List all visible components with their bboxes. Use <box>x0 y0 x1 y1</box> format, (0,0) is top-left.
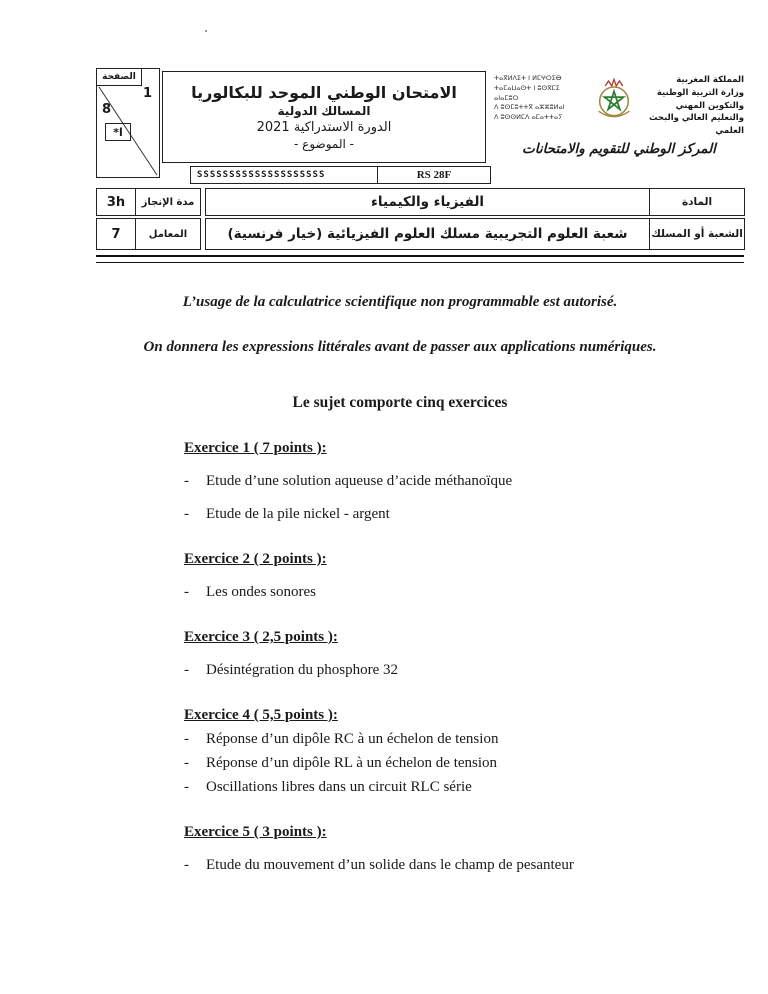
dash-bullet <box>184 730 206 748</box>
kingdom-name: المملكة المغربية <box>676 75 744 85</box>
exam-tracks: المسالك الدولية <box>277 104 371 118</box>
exercise-item-text: Désintégration du phosphore 32 <box>206 662 399 678</box>
summary-title: Le sujet comporte cinq exercices <box>292 394 508 411</box>
barcode-text: SSSSSSSSSSSSSSSSSSSS <box>190 166 378 184</box>
exam-title-box <box>162 71 486 163</box>
exercise-block <box>184 707 714 796</box>
exercise-list <box>86 440 714 874</box>
exam-session: الدورة الاستدراكية 2021 <box>256 120 392 135</box>
dash-bullet <box>184 856 206 874</box>
exam-meta-table <box>96 188 744 250</box>
tifinagh-line: ⵜⴰⴳⵍⴷⵉⵜ ⵏ ⵍⵎⵖⵔⵉⴱ <box>494 74 562 82</box>
ministry-line: والتعليم العالي والبحث العلمي <box>648 113 744 136</box>
scan-speck <box>205 30 207 32</box>
coefficient-label: المعامل <box>135 218 201 250</box>
exercise-block <box>184 440 714 523</box>
exercise-item <box>184 472 714 490</box>
document-body <box>86 278 714 889</box>
coat-of-arms-icon <box>592 76 636 120</box>
exercise-item <box>184 583 714 601</box>
exercise-title: Exercice 4 ( 5,5 points ): <box>184 707 338 723</box>
exercise-item-text: Oscillations libres dans un circuit RLC série <box>206 779 472 795</box>
dash-bullet <box>184 661 206 679</box>
ministry-tifinagh <box>494 74 580 123</box>
page-label: الصفحة <box>96 68 142 86</box>
duration-value: 3h <box>96 188 136 216</box>
exercise-item-text: Les ondes sonores <box>206 584 316 600</box>
page-number-box <box>96 68 160 178</box>
exam-reference: RS 28F <box>378 166 491 184</box>
exercise-item <box>184 661 714 679</box>
ministry-block <box>494 74 744 157</box>
exercise-block <box>184 629 714 679</box>
exercise-block <box>184 551 714 601</box>
ministry-arabic <box>648 74 744 138</box>
dash-bullet <box>184 778 206 796</box>
barcode-row <box>190 166 491 184</box>
subject-label: المادة <box>649 188 745 216</box>
coefficient-value: 7 <box>96 218 136 250</box>
evaluation-center-name: المركز الوطني للتقويم والامتحانات <box>522 140 716 157</box>
ministry-line: وزارة التربية الوطنية <box>656 87 744 98</box>
tifinagh-line: ⵜⴰⵎⴰⵡⴰⵙⵜ ⵏ ⵓⵙⴳⵎⵉ ⴰⵏⴰⵎⵓⵔ <box>494 83 560 102</box>
calculator-notice: L’usage de la calculatrice scientifique non programmable est autorisé. <box>182 294 618 310</box>
tifinagh-line: ⴷ ⵓⵙⵎⵓⵜⵜⴳ ⴰⵣⵣⵓⵍⴰⵏ <box>494 103 565 112</box>
exercise-title: Exercice 5 ( 3 points ): <box>184 824 327 840</box>
tifinagh-line: ⴷ ⵓⵙⵙⵍⵎⴷ ⴰⵎⴰⵜⵜⴰⵢ <box>494 113 563 121</box>
exercise-block <box>184 824 714 874</box>
exercise-item <box>184 505 714 523</box>
exam-header <box>96 68 744 186</box>
dash-bullet <box>184 505 206 523</box>
exercise-item <box>184 730 714 748</box>
dash-bullet <box>184 754 206 772</box>
exercise-title: Exercice 1 ( 7 points ): <box>184 440 327 456</box>
header-divider <box>96 255 744 263</box>
ministry-line: والتكوين المهني <box>675 100 744 111</box>
track-label: الشعبة أو المسلك <box>649 218 745 250</box>
exercise-title: Exercice 2 ( 2 points ): <box>184 551 327 567</box>
page-total: 8 <box>102 102 112 117</box>
exercise-title: Exercice 3 ( 2,5 points ): <box>184 629 338 645</box>
exercise-item-text: Réponse d’un dipôle RC à un échelon de tension <box>206 731 499 747</box>
exam-title: الامتحان الوطني الموحد للبكالوريا <box>191 83 457 102</box>
exercise-item <box>184 754 714 772</box>
track-value: شعبة العلوم التجريبية مسلك العلوم الفيزيائية (خيار فرنسية) <box>205 218 650 250</box>
exercise-item-text: Etude d’une solution aqueuse d’acide méthanoïque <box>206 473 513 489</box>
page-number: 1 <box>142 86 152 101</box>
exercise-item <box>184 856 714 874</box>
literal-expressions-notice: On donnera les expressions littérales avant de passer aux applications numériques. <box>143 339 657 355</box>
exercise-item-text: Réponse d’un dipôle RL à un échelon de tension <box>206 755 498 771</box>
dash-bullet <box>184 583 206 601</box>
exercise-item-text: Etude de la pile nickel - argent <box>206 506 390 522</box>
exercise-item <box>184 778 714 796</box>
exercise-item-text: Etude du mouvement d’un solide dans le champ de pesanteur <box>206 857 574 873</box>
page-note: *ا <box>105 123 131 141</box>
dash-bullet <box>184 472 206 490</box>
duration-label: مدة الإنجاز <box>135 188 201 216</box>
exam-doc-type: - الموضوع - <box>294 137 354 151</box>
subject-value: الفيزياء والكيمياء <box>205 188 650 216</box>
